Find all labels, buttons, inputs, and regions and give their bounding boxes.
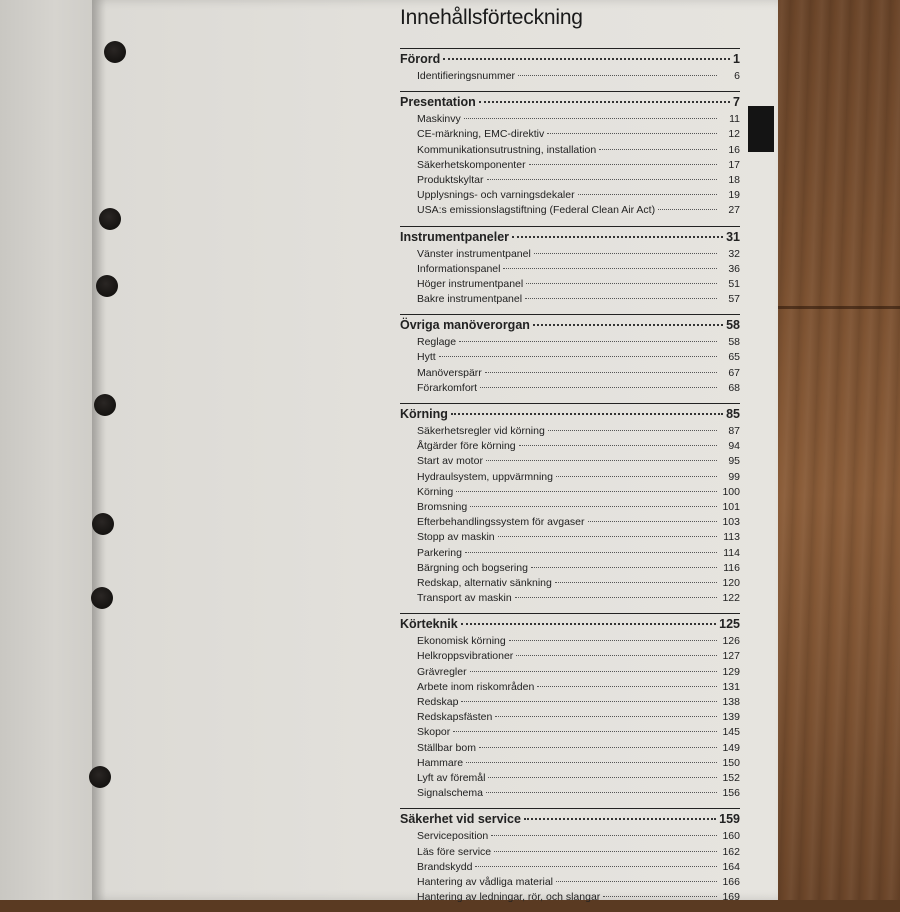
- subentry-title: Brandskydd: [417, 860, 473, 873]
- subentry-title: Redskapsfästen: [417, 711, 493, 724]
- toc-subentry[interactable]: [400, 471, 740, 486]
- subentry-page-number: 156: [722, 787, 740, 800]
- dot-leader: [555, 582, 717, 583]
- toc-subentry[interactable]: [400, 248, 740, 263]
- subentry-title: CE-märkning, EMC-direktiv: [417, 128, 545, 141]
- dot-leader: [526, 283, 717, 284]
- subentry-page-number: 164: [722, 860, 740, 873]
- subentry-title: Hytt: [417, 351, 436, 364]
- subentry-page-number: 95: [728, 455, 740, 468]
- subentry-page-number: 162: [722, 845, 740, 858]
- dot-leader: [498, 536, 717, 537]
- toc-subentry[interactable]: [400, 876, 740, 891]
- subentry-page-number: 150: [722, 756, 740, 769]
- dot-leader: [525, 298, 717, 299]
- subentry-title: Hammare: [417, 756, 464, 769]
- chapter-page-number: 1: [733, 52, 740, 66]
- binder-hole: [91, 587, 113, 609]
- toc-subentry[interactable]: [400, 351, 740, 366]
- toc-subentry[interactable]: [400, 455, 740, 470]
- toc-subentry[interactable]: [400, 204, 740, 219]
- toc-subentry[interactable]: [400, 486, 740, 501]
- dot-leader: [509, 640, 717, 641]
- subentry-title: Redskap: [417, 696, 459, 708]
- dot-leader: [548, 430, 717, 431]
- dot-leader: [475, 866, 717, 867]
- toc-chapter-entry[interactable]: [400, 407, 740, 425]
- subentry-page-number: 16: [728, 143, 740, 156]
- subentry-title: Bakre instrumentpanel: [417, 293, 523, 306]
- toc-subentry[interactable]: [400, 293, 740, 308]
- subentry-title: Lyft av föremål: [417, 771, 486, 784]
- toc-section: [400, 48, 740, 85]
- subentry-title: Efterbehandlingssystem för avgaser: [417, 516, 585, 529]
- subentry-title: Start av motor: [417, 455, 483, 468]
- dot-leader: [491, 835, 717, 836]
- dot-leader: [486, 792, 717, 793]
- toc-chapter-entry[interactable]: [400, 95, 740, 113]
- toc-subentry[interactable]: [400, 516, 740, 531]
- subentry-page-number: 58: [728, 336, 740, 349]
- subentry-page-number: 94: [728, 440, 740, 453]
- dot-leader: [453, 731, 717, 732]
- dot-leader: [480, 387, 717, 388]
- subentry-title: Kommunikationsutrustning, installation: [417, 143, 597, 156]
- previous-page-edge: [0, 0, 92, 900]
- toc-chapter-entry[interactable]: [400, 617, 740, 635]
- toc-subentry[interactable]: [400, 861, 740, 876]
- subentry-title: Säkerhetskomponenter: [417, 158, 526, 171]
- chapter-page-number: 159: [719, 812, 740, 827]
- chapter-page-number: 125: [719, 617, 740, 632]
- subentry-title: Läs före service: [417, 845, 492, 858]
- dot-leader: [495, 716, 717, 717]
- chapter-page-number: 7: [733, 95, 740, 110]
- toc-subentry[interactable]: [400, 787, 740, 802]
- toc-subentry[interactable]: [400, 382, 740, 397]
- subentry-page-number: 68: [728, 381, 740, 394]
- subentry-title: Signalschema: [417, 787, 483, 800]
- dot-leader: [488, 777, 717, 778]
- subentry-title: Ställbar bom: [417, 741, 476, 754]
- toc-section: [400, 613, 740, 802]
- toc-subentry[interactable]: [400, 711, 740, 726]
- subentry-page-number: 160: [722, 830, 740, 843]
- subentry-page-number: 27: [728, 204, 740, 217]
- dot-leader: [466, 762, 717, 763]
- toc-subentry[interactable]: [400, 159, 740, 174]
- toc-chapter-entry[interactable]: [400, 230, 740, 248]
- subentry-page-number: 65: [728, 351, 740, 364]
- table-seam: [778, 306, 900, 309]
- subentry-page-number: 129: [722, 665, 740, 678]
- subentry-page-number: 166: [722, 875, 740, 888]
- subentry-page-number: 114: [723, 546, 740, 559]
- dot-leader: [547, 133, 717, 134]
- subentry-page-number: 51: [728, 277, 740, 290]
- subentry-title: Transport av maskin: [417, 592, 512, 605]
- subentry-title: Bromsning: [417, 500, 468, 513]
- subentry-title: Manöverspärr: [417, 366, 482, 379]
- toc-chapter-entry[interactable]: [400, 812, 740, 830]
- subentry-page-number: 138: [722, 696, 740, 708]
- toc-subentry[interactable]: [400, 440, 740, 455]
- subentry-page-number: 99: [728, 470, 740, 483]
- subentry-page-number: 131: [722, 680, 740, 693]
- dot-leader: [578, 194, 717, 195]
- subentry-page-number: 57: [728, 293, 740, 306]
- chapter-title: Säkerhet vid service: [400, 812, 521, 827]
- chapter-page-number: 85: [726, 407, 740, 421]
- subentry-title: Helkroppsvibrationer: [417, 650, 514, 663]
- dot-leader: [470, 506, 717, 507]
- chapter-title: Instrumentpaneler: [400, 229, 510, 244]
- dot-leader: [439, 356, 717, 357]
- subentry-title: Hantering av vådliga material: [417, 875, 553, 888]
- toc-subentry[interactable]: [400, 830, 740, 845]
- toc-subentry[interactable]: [400, 144, 740, 159]
- dot-leader: [479, 747, 717, 748]
- subentry-title: Serviceposition: [417, 830, 489, 843]
- subentry-title: USA:s emissionslagstiftning (Federal Clean Air Act): [417, 204, 656, 217]
- subentry-title: Produktskyltar: [417, 173, 484, 186]
- dot-leader: [464, 118, 717, 119]
- subentry-page-number: 126: [722, 635, 740, 648]
- dot-leader: [515, 597, 717, 598]
- dot-leader: [658, 209, 717, 210]
- toc-subentry[interactable]: [400, 174, 740, 189]
- subentry-page-number: 101: [722, 500, 740, 513]
- toc-subentry[interactable]: [400, 635, 740, 650]
- subentry-page-number: 127: [722, 650, 740, 663]
- thumb-index-tab: [748, 106, 774, 152]
- dot-leader: [599, 149, 717, 150]
- subentry-title: Maskinvy: [417, 113, 461, 126]
- toc-subentry[interactable]: [400, 501, 740, 516]
- dot-leader: [524, 818, 716, 820]
- binder-hole: [94, 394, 116, 416]
- toc-subentry[interactable]: [400, 577, 740, 592]
- binder-hole: [96, 275, 118, 297]
- subentry-title: Parkering: [417, 546, 462, 559]
- subentry-title: Åtgärder före körning: [417, 440, 516, 453]
- toc-chapter-entry[interactable]: [400, 318, 740, 336]
- subentry-title: Bärgning och bogsering: [417, 561, 528, 574]
- binder-hole: [104, 41, 126, 63]
- subentry-page-number: 103: [722, 516, 740, 529]
- toc-subentry[interactable]: [400, 547, 740, 562]
- toc-subentry[interactable]: [400, 696, 740, 711]
- subentry-title: Informationspanel: [417, 262, 501, 275]
- subentry-page-number: 152: [722, 771, 740, 784]
- subentry-page-number: 100: [722, 485, 740, 498]
- subentry-page-number: 113: [723, 531, 740, 544]
- toc-subentry[interactable]: [400, 189, 740, 204]
- subentry-title: Grävregler: [417, 665, 467, 678]
- subentry-title: Säkerhetsregler vid körning: [417, 425, 545, 437]
- subentry-page-number: 139: [722, 711, 740, 724]
- dot-leader: [461, 623, 716, 625]
- toc-subentry[interactable]: [400, 367, 740, 382]
- chapter-page-number: 31: [726, 229, 740, 244]
- dot-leader: [485, 372, 717, 373]
- subentry-page-number: 116: [723, 561, 740, 574]
- dot-leader: [443, 58, 730, 60]
- chapter-page-number: 58: [726, 318, 740, 333]
- dot-leader: [512, 236, 723, 238]
- toc-subentry[interactable]: [400, 772, 740, 787]
- subentry-title: Arbete inom riskområden: [417, 680, 535, 693]
- subentry-page-number: 36: [728, 262, 740, 275]
- toc-subentry[interactable]: [400, 531, 740, 546]
- dot-leader: [494, 851, 717, 852]
- subentry-page-number: 67: [728, 366, 740, 379]
- subentry-page-number: 145: [722, 726, 740, 739]
- toc-subentry[interactable]: [400, 891, 740, 906]
- toc-subentry[interactable]: [400, 562, 740, 577]
- dot-leader: [556, 881, 717, 882]
- table-of-contents: [400, 48, 740, 912]
- subentry-title: Redskap, alternativ sänkning: [417, 576, 552, 589]
- toc-subentry[interactable]: [400, 278, 740, 293]
- toc-section: [400, 314, 740, 397]
- toc-subentry[interactable]: [400, 757, 740, 772]
- dot-leader: [529, 164, 717, 165]
- subentry-title: Hydraulsystem, uppvärmning: [417, 470, 553, 483]
- toc-subentry[interactable]: [400, 336, 740, 351]
- chapter-title: Körning: [400, 407, 448, 421]
- dot-leader: [470, 671, 717, 672]
- dot-leader: [556, 476, 717, 477]
- dot-leader: [518, 75, 717, 76]
- dot-leader: [519, 445, 717, 446]
- toc-section: [400, 226, 740, 309]
- dot-leader: [465, 552, 717, 553]
- subentry-title: Höger instrumentpanel: [417, 277, 524, 290]
- toc-chapter-entry[interactable]: [400, 52, 740, 70]
- toc-subentry[interactable]: [400, 592, 740, 607]
- subentry-title: Stopp av maskin: [417, 531, 495, 544]
- dot-leader: [456, 491, 717, 492]
- subentry-title: Hantering av ledningar, rör, och slangar: [417, 891, 601, 904]
- toc-subentry[interactable]: [400, 846, 740, 861]
- binder-hole: [89, 766, 111, 788]
- dot-leader: [503, 268, 717, 269]
- binder-hole: [99, 208, 121, 230]
- dot-leader: [459, 341, 717, 342]
- dot-leader: [537, 686, 717, 687]
- subentry-title: Ekonomisk körning: [417, 635, 506, 648]
- chapter-title: Övriga manöverorgan: [400, 318, 530, 333]
- chapter-title: Presentation: [400, 95, 476, 110]
- subentry-page-number: 120: [722, 576, 740, 589]
- subentry-title: Identifieringsnummer: [417, 70, 516, 82]
- toc-subentry[interactable]: [400, 425, 740, 440]
- toc-subentry[interactable]: [400, 263, 740, 278]
- toc-subentry[interactable]: [400, 128, 740, 143]
- toc-subentry[interactable]: [400, 666, 740, 681]
- subentry-page-number: 149: [722, 741, 740, 754]
- subentry-title: Reglage: [417, 336, 457, 349]
- subentry-page-number: 87: [728, 425, 740, 437]
- subentry-title: Förarkomfort: [417, 381, 478, 394]
- dot-leader: [451, 413, 723, 415]
- subentry-page-number: 11: [729, 113, 740, 126]
- toc-subentry[interactable]: [400, 681, 740, 696]
- subentry-page-number: 17: [728, 158, 740, 171]
- dot-leader: [487, 179, 717, 180]
- chapter-title: Förord: [400, 52, 441, 66]
- subentry-page-number: 18: [728, 173, 740, 186]
- subentry-page-number: 12: [728, 128, 740, 141]
- subentry-page-number: 19: [728, 189, 740, 202]
- toc-section: [400, 808, 740, 906]
- subentry-page-number: 169: [722, 891, 740, 904]
- dot-leader: [516, 655, 717, 656]
- page-title: Innehållsförteckning: [400, 6, 583, 29]
- binder-hole: [92, 513, 114, 535]
- subentry-title: Upplysnings- och varningsdekaler: [417, 189, 575, 202]
- dot-leader: [603, 896, 717, 897]
- subentry-page-number: 122: [722, 592, 740, 605]
- toc-subentry[interactable]: [400, 650, 740, 665]
- dot-leader: [486, 460, 717, 461]
- subentry-page-number: 32: [728, 247, 740, 260]
- toc-subentry[interactable]: [400, 726, 740, 741]
- subentry-title: Skopor: [417, 726, 451, 739]
- toc-subentry[interactable]: [400, 742, 740, 757]
- toc-section: [400, 403, 740, 607]
- toc-subentry[interactable]: [400, 70, 740, 85]
- dot-leader: [533, 324, 723, 326]
- chapter-title: Körteknik: [400, 617, 458, 632]
- toc-subentry[interactable]: [400, 113, 740, 128]
- wooden-table-background: [770, 0, 900, 900]
- dot-leader: [479, 101, 730, 103]
- toc-section: [400, 91, 740, 219]
- subentry-page-number: 6: [734, 70, 740, 82]
- dot-leader: [461, 701, 717, 702]
- subentry-title: Vänster instrumentpanel: [417, 247, 531, 260]
- dot-leader: [531, 567, 717, 568]
- dot-leader: [534, 253, 717, 254]
- dot-leader: [588, 521, 717, 522]
- subentry-title: Körning: [417, 485, 454, 498]
